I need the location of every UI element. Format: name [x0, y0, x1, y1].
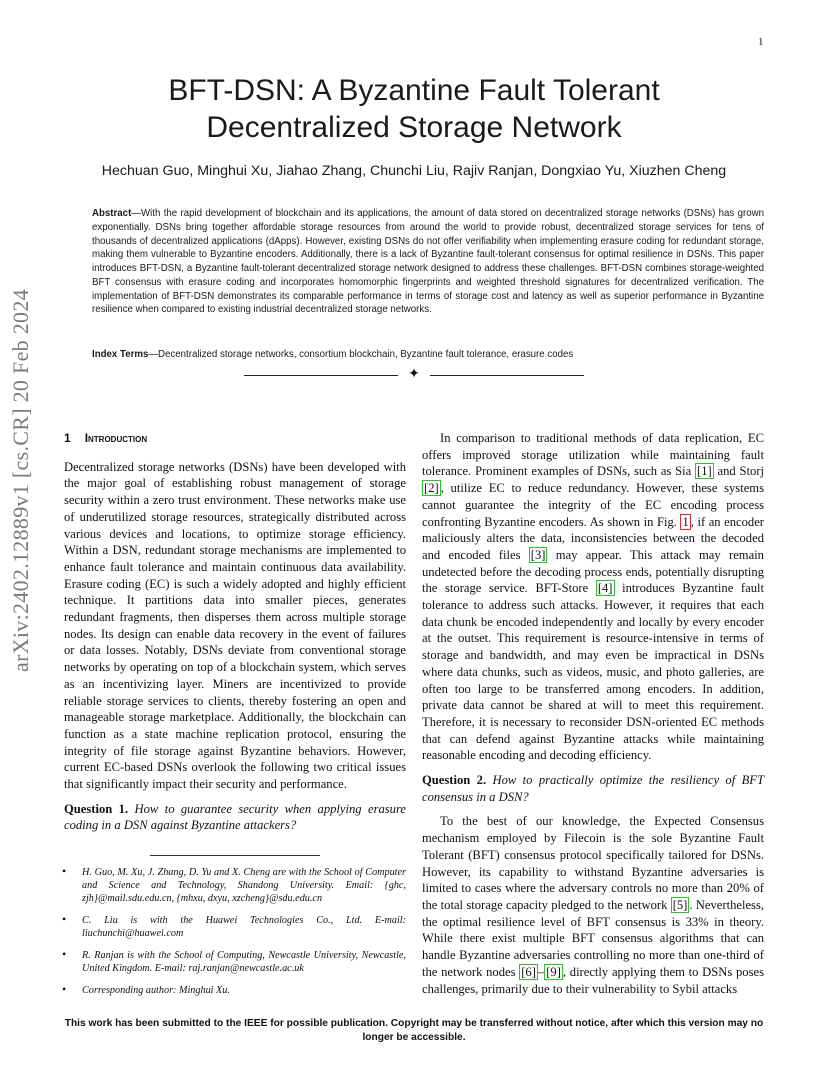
question-2-text: How to practically optimize the resiliency of BFT consensus in a DSN?: [422, 773, 764, 804]
citation-link[interactable]: [1]: [697, 464, 712, 479]
footnotes: [62, 866, 406, 1006]
footnote-text: Corresponding author: Minghui Xu.: [82, 985, 230, 996]
citation-link[interactable]: [5]: [672, 897, 688, 912]
divider-star-icon: ✦: [408, 367, 420, 382]
divider-rule-left: [244, 375, 398, 376]
bullet-icon: •: [62, 912, 67, 926]
copyright-notice: This work has been submitted to the IEEE for possible publication. Copyright may be transferred without notice, after which this version may no longer be accessible.: [64, 1018, 764, 1043]
citation-link[interactable]: [9]: [546, 964, 561, 979]
question-1-text: How to guarantee security when applying erasure coding in a DSN against Byzantine attackers?: [64, 801, 406, 833]
citation-link[interactable]: [3]: [530, 547, 546, 562]
right-paragraph-2: [422, 813, 764, 997]
right-paragraph-1: [422, 430, 764, 764]
right-column: [422, 430, 764, 997]
index-terms: [92, 348, 764, 361]
text-run: introduces Byzantine fault tolerance to address such attacks. However, it requires that each data chunk be encoded independently and locally by every encoder at the outset. This requirement is resource-intensive in terms of storage and bandwidth, and may even be impractical in DSNs where data chunks, such as videos, music, and photo galleries, are often too large to be transferred among encoders. In addition, private data cannot be shared at will to meet this requirement. Therefore, it is necessary to reconsider DSN-oriented EC methods that can defend against Byzantine attacks while maintaining reasonable encoding and decoding efficiency.: [422, 581, 764, 763]
divider-rule-right: [430, 375, 584, 376]
title-line-1: BFT-DSN: A Byzantine Fault Tolerant: [168, 74, 660, 107]
left-column: [64, 430, 406, 842]
footnote-affiliation-newcastle: [62, 949, 406, 975]
section-number: 1: [64, 431, 71, 445]
footnote-text: C. Liu is with the Huawei Technologies Co., Ltd. E-mail: liuchunchi@huawei.com: [82, 915, 406, 939]
abstract-label: Abstract: [92, 208, 132, 219]
section-title: Introduction: [84, 431, 148, 445]
text-run: In comparison to traditional methods of data replication, EC offers improved storage utilization while maintaining fault tolerance. Prominent examples of DSNs, such as Sia: [422, 431, 764, 479]
footnote-corresponding-author: [62, 984, 406, 997]
text-run: –: [537, 964, 545, 979]
text-run: may appear. This attack may remain undetected before the decoding process ends, potentially disrupting the storage service. BFT-Store: [422, 547, 764, 596]
arxiv-identifier-stamp: arXiv:2402.12889v1 [cs.CR] 20 Feb 2024: [8, 289, 33, 672]
footnote-text: H. Guo, M. Xu, J. Zhang, D. Yu and X. Cheng are with the School of Computer and Science and Technology, Shandong University. Email: {ghc, zjh}@mail.sdu.edu.cn, {mhxu, dxyu, xzcheng}@sdu.edu.cn: [82, 867, 406, 904]
text-run: . Nevertheless, the optimal resilience level of BFT consensus is 33% in theory. While there exist multiple BFT consensus algorithms that can handle Byzantine adversaries controlling no more than one-third of the network nodes: [422, 897, 764, 979]
section-divider: [244, 369, 584, 383]
footnote-text: R. Ranjan is with the School of Computing, Newcastle University, Newcastle, United Kingdom. E-mail: raj.ranjan@newcastle.ac.uk: [82, 950, 406, 974]
question-1: [64, 801, 406, 834]
text-run: , directly applying them to DSNs poses challenges, primarily due to their vulnerability to Sybil attacks: [422, 964, 764, 996]
text-run: , if an encoder maliciously alters the data, inconsistencies between the decoded and encoded files: [422, 514, 765, 562]
abstract: [92, 207, 764, 317]
index-terms-text: —Decentralized storage networks, consortium blockchain, Byzantine fault tolerance, erasure codes: [148, 349, 574, 360]
text-run: and Storj: [713, 464, 764, 479]
citation-link[interactable]: [6]: [521, 964, 536, 979]
question-2: [422, 772, 764, 805]
author-list: Hechuan Guo, Minghui Xu, Jiahao Zhang, Chunchi Liu, Rajiv Ranjan, Dongxiao Yu, Xiuzhen Cheng: [101, 163, 727, 179]
text-run: To the best of our knowledge, the Expected Consensus mechanism employed by Filecoin is the sole Byzantine Fault Tolerant (BFT) consensus protocol specifically tailored for DSNs. However, its capability to withstand Byzantine adversaries is limited to cases where the adversary controls no more than 20% of the total storage capacity pledged to the network: [422, 814, 764, 912]
index-terms-label: Index Terms: [92, 349, 149, 360]
page-number: 1: [758, 36, 764, 48]
section-heading: [64, 430, 406, 447]
citation-link[interactable]: [2]: [424, 481, 439, 496]
intro-paragraph-1: Decentralized storage networks (DSNs) have been developed with the major goal of establishing robust management of storage security within a zero trust environment. These networks make use of underutilized storage resources, strategically distributed across various devices and locations, to optimize storage efficiency. Within a DSN, redundant storage mechanisms are implemented to enhance fault tolerance and maintain continuous data availability. Erasure coding (EC) is such a widely adopted and highly efficient technique. It partitions data into smaller pieces, generates redundant fragments, then disperses them across multiple storage nodes. Its design can enable data recovery in the event of failures or data losses. Notably, DSNs deviate from conventional storage networks by operating on top of a blockchain system, which serves as an incentivizing layer. Miners are incentivized to provide reliable storage services to clients, thereby fostering an open and manageable storage marketplace. Additionally, the blockchain can function as a state machine replication protocol, ensuring the integrity of file storage against Byzantine behaviors. However, current EC-based DSNs overlook the following two critical issues that significantly impact their security and performance.: [64, 459, 406, 792]
footnote-affiliation-sdu: [62, 866, 406, 905]
title-line-2: Decentralized Storage Network: [206, 111, 622, 144]
bullet-icon: •: [62, 982, 67, 996]
paper-title: [60, 72, 768, 146]
bullet-icon: •: [62, 864, 67, 878]
bullet-icon: •: [62, 947, 67, 961]
question-2-label: Question 2.: [422, 773, 487, 788]
citation-link[interactable]: [4]: [597, 581, 613, 596]
figure-link[interactable]: 1: [682, 514, 689, 529]
abstract-text: —With the rapid development of blockchain and its applications, the amount of data stored on decentralized storage networks (DSNs) has grown exponentially. DSNs bring together affordable storage resources from around the world to provide robust, decentralized storage services for tens of thousands of decentralized applications (dApps). However, existing DSNs do not offer verifiability when implementing erasure coding for redundant storage, making them vulnerable to Byzantine encoders. Additionally, there is a lack of Byzantine fault-tolerant consensus for optimal resilience in DSNs. This paper introduces BFT-DSN, a Byzantine fault-tolerant decentralized storage network designed to address these challenges. BFT-DSN combines storage-weighted BFT consensus with erasure coding and incorporates homomorphic fingerprints and weighted threshold signatures for decentralized verification. The implementation of BFT-DSN demonstrates its comparable performance in terms of storage cost and latency as well as superior performance in Byzantine resilience when compared to existing industrial decentralized storage networks.: [92, 208, 764, 316]
footnote-affiliation-huawei: [62, 914, 406, 940]
question-1-label: Question 1.: [64, 801, 129, 816]
footnote-rule: [150, 855, 320, 856]
text-run: , utilize EC to reduce redundancy. However, these systems cannot guarantee the integrity of the EC encoding process confronting Byzantine encoders. As shown in Fig.: [422, 481, 764, 529]
